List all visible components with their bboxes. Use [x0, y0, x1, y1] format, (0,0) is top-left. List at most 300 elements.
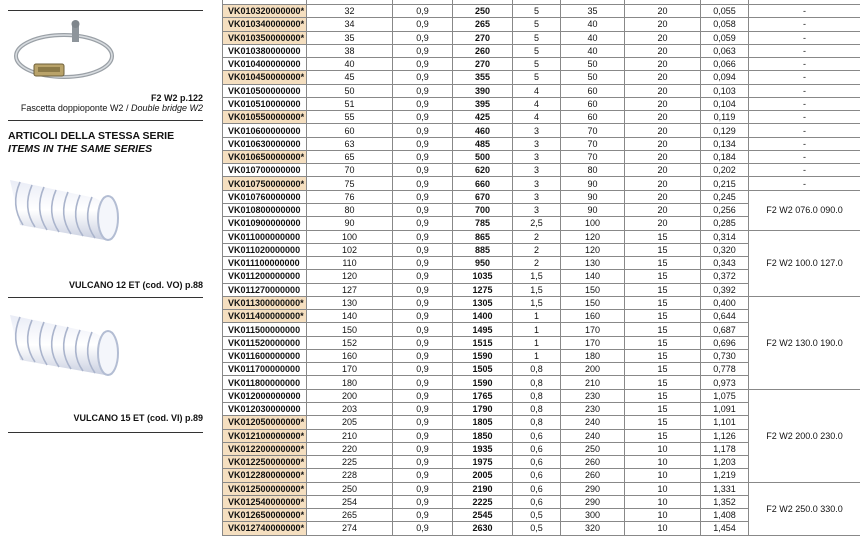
cell-w: 1,091 — [701, 402, 749, 415]
cell-t: 0,9 — [393, 349, 453, 362]
cell-m: 40 — [561, 44, 625, 57]
cell-m: 160 — [561, 310, 625, 323]
cell-l: 15 — [625, 336, 701, 349]
table-row — [223, 18, 860, 31]
table-row — [223, 389, 860, 402]
cell-clamp-note: - — [749, 150, 860, 163]
cell-code: VK010320000000* — [223, 5, 307, 18]
cell-p: 1975 — [453, 456, 513, 469]
cell-w: 0,134 — [701, 137, 749, 150]
cell-code: VK012250000000* — [223, 456, 307, 469]
cell-p: 1590 — [453, 349, 513, 362]
cell-w: 1,126 — [701, 429, 749, 442]
cell-p: 355 — [453, 71, 513, 84]
cell-code: VK011500000000 — [223, 323, 307, 336]
cell-t: 0,9 — [393, 482, 453, 495]
cell-d: 32 — [307, 5, 393, 18]
vulcano-15-hose-image — [5, 305, 125, 385]
cell-p: 1275 — [453, 283, 513, 296]
cell-d: 254 — [307, 495, 393, 508]
cell-t: 0,9 — [393, 44, 453, 57]
cell-w: 1,178 — [701, 442, 749, 455]
cell-d: 80 — [307, 203, 393, 216]
cell-l: 15 — [625, 270, 701, 283]
cell-d: 140 — [307, 310, 393, 323]
cell-m: 70 — [561, 150, 625, 163]
cell-code: VK010600000000 — [223, 124, 307, 137]
cell-r: 3 — [513, 137, 561, 150]
cell-p: 1765 — [453, 389, 513, 402]
cell-t: 0,9 — [393, 310, 453, 323]
table-row — [223, 150, 860, 163]
cell-t: 0,9 — [393, 296, 453, 309]
cell-w: 0,215 — [701, 177, 749, 190]
cell-t: 0,9 — [393, 442, 453, 455]
cell-r: 0,6 — [513, 429, 561, 442]
cell-m: 200 — [561, 363, 625, 376]
cell-r: 1 — [513, 349, 561, 362]
cell-r: 2 — [513, 257, 561, 270]
cell-w: 0,103 — [701, 84, 749, 97]
cell-l: 20 — [625, 71, 701, 84]
cell-clamp-note: - — [749, 5, 860, 18]
cell-t: 0,9 — [393, 402, 453, 415]
cell-t: 0,9 — [393, 376, 453, 389]
cell-d: 170 — [307, 363, 393, 376]
cell-t: 0,9 — [393, 522, 453, 535]
clamp-text-it: Double bridge W2 — [131, 103, 203, 113]
cell-l: 20 — [625, 177, 701, 190]
cell-p: 500 — [453, 150, 513, 163]
cell-d: 63 — [307, 137, 393, 150]
cell-w: 0,400 — [701, 296, 749, 309]
table-row — [223, 44, 860, 57]
cell-r: 3 — [513, 124, 561, 137]
cell-l: 20 — [625, 150, 701, 163]
cell-t: 0,9 — [393, 190, 453, 203]
cell-code: VK012650000000* — [223, 509, 307, 522]
cell-p: 1515 — [453, 336, 513, 349]
cell-clamp-note: - — [749, 124, 860, 137]
cell-d: 203 — [307, 402, 393, 415]
cell-clamp-note: - — [749, 137, 860, 150]
cell-p: 460 — [453, 124, 513, 137]
cell-clamp-note: F2 W2 076.0 090.0 — [749, 190, 860, 230]
cell-d: 180 — [307, 376, 393, 389]
cell-l: 15 — [625, 230, 701, 243]
cell-d: 265 — [307, 509, 393, 522]
cell-d: 228 — [307, 469, 393, 482]
cell-d: 60 — [307, 124, 393, 137]
cell-d: 35 — [307, 31, 393, 44]
cell-t: 0,9 — [393, 416, 453, 429]
cell-d: 76 — [307, 190, 393, 203]
cell-p: 885 — [453, 243, 513, 256]
cell-l: 15 — [625, 310, 701, 323]
cell-r: 1 — [513, 323, 561, 336]
cell-code: VK010450000000* — [223, 71, 307, 84]
cell-d: 50 — [307, 84, 393, 97]
cell-l: 20 — [625, 203, 701, 216]
double-bridge-clamp-image — [12, 18, 122, 86]
hose1-caption: VULCANO 12 ET (cod. VO) p.88 — [69, 280, 203, 290]
cell-m: 80 — [561, 164, 625, 177]
table-row — [223, 124, 860, 137]
cell-m: 90 — [561, 203, 625, 216]
table-row — [223, 230, 860, 243]
cell-r: 2 — [513, 243, 561, 256]
cell-code: VK010630000000 — [223, 137, 307, 150]
cell-l: 10 — [625, 495, 701, 508]
divider — [8, 432, 203, 433]
table-row — [223, 190, 860, 203]
cell-code: VK012200000000* — [223, 442, 307, 455]
cell-d: 51 — [307, 97, 393, 110]
cell-w: 0,058 — [701, 18, 749, 31]
cell-m: 140 — [561, 270, 625, 283]
cell-code: VK012280000000* — [223, 469, 307, 482]
cell-p: 785 — [453, 217, 513, 230]
cell-t: 0,9 — [393, 5, 453, 18]
cell-p: 1035 — [453, 270, 513, 283]
cell-d: 55 — [307, 111, 393, 124]
cell-l: 15 — [625, 389, 701, 402]
cell-w: 0,063 — [701, 44, 749, 57]
cell-r: 2,5 — [513, 217, 561, 230]
cell-w: 0,055 — [701, 5, 749, 18]
cell-t: 0,9 — [393, 283, 453, 296]
cell-code: VK011300000000* — [223, 296, 307, 309]
cell-r: 0,6 — [513, 495, 561, 508]
cell-d: 160 — [307, 349, 393, 362]
cell-m: 120 — [561, 243, 625, 256]
cell-l: 10 — [625, 469, 701, 482]
table-row — [223, 97, 860, 110]
cell-d: 120 — [307, 270, 393, 283]
cell-w: 1,408 — [701, 509, 749, 522]
cell-w: 0,973 — [701, 376, 749, 389]
cell-code: VK010510000000 — [223, 97, 307, 110]
cell-code: VK010700000000 — [223, 164, 307, 177]
cell-w: 0,343 — [701, 257, 749, 270]
cell-l: 10 — [625, 522, 701, 535]
cell-d: 205 — [307, 416, 393, 429]
cell-r: 5 — [513, 44, 561, 57]
cell-p: 1850 — [453, 429, 513, 442]
cell-m: 300 — [561, 509, 625, 522]
cell-code: VK011020000000 — [223, 243, 307, 256]
cell-t: 0,9 — [393, 124, 453, 137]
cell-r: 5 — [513, 18, 561, 31]
cell-t: 0,9 — [393, 257, 453, 270]
table-row — [223, 111, 860, 124]
cell-l: 20 — [625, 58, 701, 71]
cell-m: 60 — [561, 97, 625, 110]
cell-code: VK011800000000 — [223, 376, 307, 389]
cell-l: 20 — [625, 97, 701, 110]
cell-p: 270 — [453, 31, 513, 44]
cell-r: 1,5 — [513, 283, 561, 296]
cell-r: 1,5 — [513, 296, 561, 309]
cell-w: 0,285 — [701, 217, 749, 230]
cell-code: VK011270000000 — [223, 283, 307, 296]
hose2-caption: VULCANO 15 ET (cod. VI) p.89 — [73, 413, 203, 423]
cell-w: 0,320 — [701, 243, 749, 256]
cell-l: 15 — [625, 402, 701, 415]
cell-r: 1,5 — [513, 270, 561, 283]
cell-code: VK010340000000* — [223, 18, 307, 31]
cell-m: 210 — [561, 376, 625, 389]
cell-l: 20 — [625, 84, 701, 97]
cell-p: 265 — [453, 18, 513, 31]
cell-d: 100 — [307, 230, 393, 243]
cell-t: 0,9 — [393, 18, 453, 31]
cell-w: 0,256 — [701, 203, 749, 216]
cell-p: 425 — [453, 111, 513, 124]
cell-d: 220 — [307, 442, 393, 455]
cell-m: 40 — [561, 31, 625, 44]
product-table-container — [222, 0, 860, 536]
cell-l: 20 — [625, 18, 701, 31]
cell-w: 0,372 — [701, 270, 749, 283]
cell-code: VK010800000000 — [223, 203, 307, 216]
cell-l: 15 — [625, 416, 701, 429]
sidebar — [0, 0, 215, 530]
cell-code: VK012740000000* — [223, 522, 307, 535]
cell-p: 1495 — [453, 323, 513, 336]
cell-code: VK011700000000 — [223, 363, 307, 376]
cell-m: 180 — [561, 349, 625, 362]
cell-l: 15 — [625, 296, 701, 309]
cell-m: 70 — [561, 124, 625, 137]
cell-p: 660 — [453, 177, 513, 190]
cell-t: 0,9 — [393, 270, 453, 283]
cell-w: 0,066 — [701, 58, 749, 71]
cell-t: 0,9 — [393, 336, 453, 349]
cell-clamp-note: F2 W2 130.0 190.0 — [749, 296, 860, 389]
cell-d: 225 — [307, 456, 393, 469]
table-row — [223, 137, 860, 150]
cell-l: 20 — [625, 124, 701, 137]
cell-t: 0,9 — [393, 323, 453, 336]
cell-clamp-note: - — [749, 111, 860, 124]
cell-t: 0,9 — [393, 509, 453, 522]
cell-r: 5 — [513, 5, 561, 18]
cell-w: 0,730 — [701, 349, 749, 362]
cell-code: VK012100000000* — [223, 429, 307, 442]
cell-code: VK010750000000* — [223, 177, 307, 190]
cell-d: 34 — [307, 18, 393, 31]
cell-l: 20 — [625, 44, 701, 57]
cell-code: VK010650000000* — [223, 150, 307, 163]
cell-r: 0,8 — [513, 416, 561, 429]
cell-clamp-note: - — [749, 164, 860, 177]
cell-p: 2190 — [453, 482, 513, 495]
cell-l: 20 — [625, 5, 701, 18]
cell-r: 0,8 — [513, 376, 561, 389]
cell-w: 0,687 — [701, 323, 749, 336]
cell-l: 10 — [625, 442, 701, 455]
cell-l: 20 — [625, 31, 701, 44]
cell-m: 250 — [561, 442, 625, 455]
cell-m: 230 — [561, 402, 625, 415]
cell-p: 1935 — [453, 442, 513, 455]
cell-w: 1,219 — [701, 469, 749, 482]
cell-w: 1,101 — [701, 416, 749, 429]
cell-w: 0,644 — [701, 310, 749, 323]
divider — [8, 120, 203, 121]
clamp-text: Fascetta doppioponte W2 / — [21, 103, 131, 113]
cell-w: 0,392 — [701, 283, 749, 296]
cell-p: 2225 — [453, 495, 513, 508]
cell-m: 290 — [561, 495, 625, 508]
cell-w: 0,184 — [701, 150, 749, 163]
cell-r: 0,8 — [513, 363, 561, 376]
cell-d: 70 — [307, 164, 393, 177]
cell-p: 2005 — [453, 469, 513, 482]
series-title-main: ARTICOLI DELLA STESSA SERIE — [8, 130, 174, 143]
cell-r: 3 — [513, 150, 561, 163]
cell-code: VK012000000000 — [223, 389, 307, 402]
cell-d: 45 — [307, 71, 393, 84]
cell-r: 4 — [513, 97, 561, 110]
cell-d: 200 — [307, 389, 393, 402]
cell-l: 15 — [625, 243, 701, 256]
cell-code: VK011400000000* — [223, 310, 307, 323]
cell-m: 240 — [561, 429, 625, 442]
cell-r: 5 — [513, 58, 561, 71]
cell-r: 3 — [513, 190, 561, 203]
cell-w: 0,314 — [701, 230, 749, 243]
cell-l: 20 — [625, 137, 701, 150]
cell-clamp-note: - — [749, 58, 860, 71]
cell-m: 70 — [561, 137, 625, 150]
cell-code: VK012030000000 — [223, 402, 307, 415]
cell-clamp-note: - — [749, 31, 860, 44]
cell-r: 0,5 — [513, 509, 561, 522]
cell-p: 1505 — [453, 363, 513, 376]
cell-m: 35 — [561, 5, 625, 18]
cell-l: 20 — [625, 164, 701, 177]
cell-d: 102 — [307, 243, 393, 256]
cell-t: 0,9 — [393, 31, 453, 44]
cell-m: 150 — [561, 283, 625, 296]
cell-t: 0,9 — [393, 150, 453, 163]
cell-r: 4 — [513, 84, 561, 97]
table-row — [223, 177, 860, 190]
cell-m: 170 — [561, 323, 625, 336]
cell-p: 1305 — [453, 296, 513, 309]
cell-m: 150 — [561, 296, 625, 309]
cell-w: 0,119 — [701, 111, 749, 124]
cell-d: 210 — [307, 429, 393, 442]
cell-l: 15 — [625, 257, 701, 270]
series-title-it: ITEMS IN THE SAME SERIES — [8, 143, 174, 156]
cell-r: 0,6 — [513, 456, 561, 469]
cell-p: 1805 — [453, 416, 513, 429]
cell-l: 10 — [625, 482, 701, 495]
cell-m: 260 — [561, 456, 625, 469]
cell-m: 230 — [561, 389, 625, 402]
cell-l: 15 — [625, 363, 701, 376]
cell-r: 0,8 — [513, 389, 561, 402]
cell-l: 10 — [625, 456, 701, 469]
cell-t: 0,9 — [393, 363, 453, 376]
cell-w: 0,104 — [701, 97, 749, 110]
series-title — [8, 130, 174, 156]
cell-clamp-note: F2 W2 100.0 127.0 — [749, 230, 860, 296]
divider — [8, 10, 203, 11]
clamp-ref: F2 W2 p.122 — [151, 93, 203, 103]
table-row — [223, 482, 860, 495]
cell-code: VK011100000000 — [223, 257, 307, 270]
cell-l: 20 — [625, 190, 701, 203]
cell-m: 50 — [561, 58, 625, 71]
cell-l: 20 — [625, 217, 701, 230]
cell-m: 90 — [561, 177, 625, 190]
cell-m: 100 — [561, 217, 625, 230]
cell-p: 950 — [453, 257, 513, 270]
cell-d: 65 — [307, 150, 393, 163]
cell-l: 15 — [625, 323, 701, 336]
cell-w: 1,331 — [701, 482, 749, 495]
cell-d: 150 — [307, 323, 393, 336]
cell-d: 130 — [307, 296, 393, 309]
cell-code: VK010380000000 — [223, 44, 307, 57]
cell-r: 1 — [513, 310, 561, 323]
cell-t: 0,9 — [393, 243, 453, 256]
cell-clamp-note: F2 W2 250.0 330.0 — [749, 482, 860, 535]
cell-r: 5 — [513, 71, 561, 84]
cell-t: 0,9 — [393, 469, 453, 482]
cell-p: 2630 — [453, 522, 513, 535]
cell-p: 260 — [453, 44, 513, 57]
cell-p: 1400 — [453, 310, 513, 323]
cell-p: 1790 — [453, 402, 513, 415]
cell-t: 0,9 — [393, 84, 453, 97]
cell-r: 0,6 — [513, 442, 561, 455]
table-row — [223, 5, 860, 18]
cell-m: 260 — [561, 469, 625, 482]
cell-code: VK011000000000 — [223, 230, 307, 243]
cell-clamp-note: - — [749, 18, 860, 31]
cell-r: 2 — [513, 230, 561, 243]
cell-p: 250 — [453, 5, 513, 18]
cell-t: 0,9 — [393, 164, 453, 177]
cell-code: VK011200000000 — [223, 270, 307, 283]
cell-r: 4 — [513, 111, 561, 124]
cell-code: VK010350000000* — [223, 31, 307, 44]
cell-m: 90 — [561, 190, 625, 203]
cell-t: 0,9 — [393, 217, 453, 230]
cell-clamp-note: - — [749, 177, 860, 190]
cell-code: VK012540000000* — [223, 495, 307, 508]
cell-d: 75 — [307, 177, 393, 190]
vulcano-12-hose-image — [5, 170, 125, 250]
cell-code: VK011600000000 — [223, 349, 307, 362]
cell-t: 0,9 — [393, 71, 453, 84]
cell-t: 0,9 — [393, 58, 453, 71]
table-row — [223, 84, 860, 97]
cell-p: 2545 — [453, 509, 513, 522]
cell-d: 40 — [307, 58, 393, 71]
table-row — [223, 31, 860, 44]
cell-p: 485 — [453, 137, 513, 150]
cell-p: 620 — [453, 164, 513, 177]
cell-p: 395 — [453, 97, 513, 110]
cell-t: 0,9 — [393, 429, 453, 442]
cell-t: 0,9 — [393, 177, 453, 190]
